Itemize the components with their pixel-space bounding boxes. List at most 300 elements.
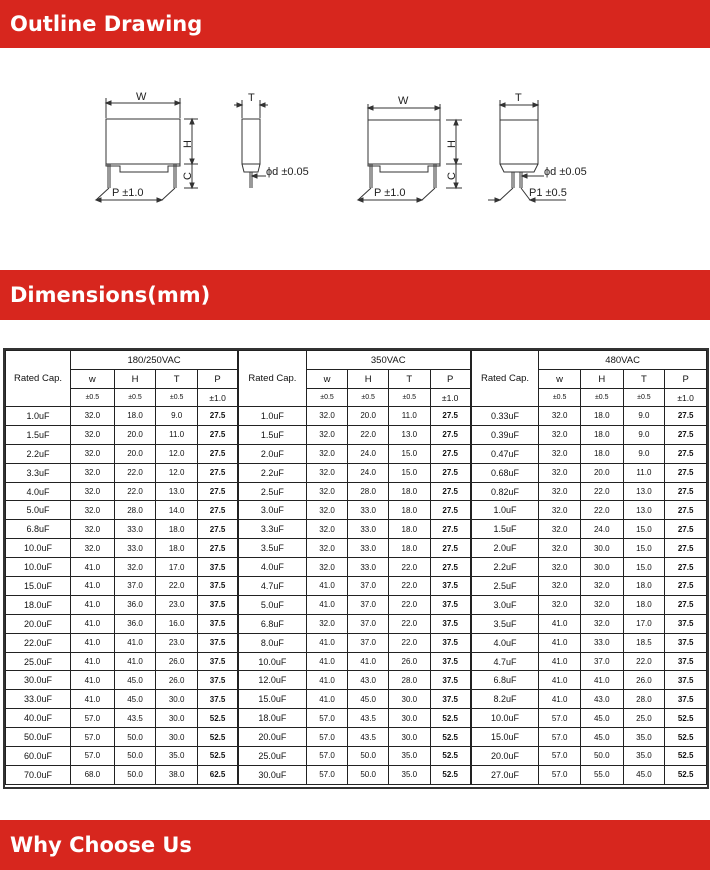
rated-cap-cell: 12.0uF [238, 671, 306, 690]
table-row [6, 577, 707, 596]
w-cell: 32.0 [71, 539, 115, 558]
p-cell: 27.5 [665, 501, 707, 520]
t-cell: 13.0 [156, 482, 198, 501]
column-header: H [580, 370, 623, 389]
tolerance-cell: ±1.0 [430, 389, 471, 407]
w-cell: 32.0 [539, 425, 581, 444]
tolerance-row [6, 389, 707, 407]
t-cell: 35.0 [388, 765, 430, 784]
voltage-group-header: 350VAC [306, 351, 471, 370]
p-cell: 27.5 [430, 520, 471, 539]
rated-cap-cell: 0.68uF [471, 463, 539, 482]
rated-cap-cell: 1.0uF [471, 501, 539, 520]
h-cell: 22.0 [114, 463, 156, 482]
table-row [6, 501, 707, 520]
w-cell: 57.0 [71, 709, 115, 728]
t-cell: 18.0 [156, 520, 198, 539]
p-cell: 27.5 [665, 558, 707, 577]
dim-label-t: T [248, 92, 255, 104]
rated-cap-cell: 15.0uF [471, 728, 539, 747]
w-cell: 57.0 [539, 728, 581, 747]
dim-label-w: W [398, 95, 409, 107]
rated-cap-cell: 10.0uF [238, 652, 306, 671]
t-cell: 45.0 [623, 765, 665, 784]
t-cell: 15.0 [388, 463, 430, 482]
rated-cap-cell: 2.0uF [471, 539, 539, 558]
p-cell: 37.5 [197, 577, 238, 596]
t-cell: 13.0 [623, 501, 665, 520]
h-cell: 32.0 [580, 577, 623, 596]
w-cell: 32.0 [71, 520, 115, 539]
w-cell: 32.0 [306, 520, 348, 539]
p-cell: 37.5 [430, 652, 471, 671]
section-title: Dimensions(mm) [10, 283, 211, 307]
w-cell: 57.0 [539, 747, 581, 766]
p-cell: 37.5 [430, 595, 471, 614]
dimensions-table-frame [3, 348, 709, 789]
section-banner-outline-drawing [0, 0, 710, 48]
rated-cap-cell: 30.0uF [238, 765, 306, 784]
p-cell: 27.5 [197, 425, 238, 444]
h-cell: 22.0 [580, 482, 623, 501]
w-cell: 41.0 [539, 633, 581, 652]
t-cell: 18.0 [388, 520, 430, 539]
t-cell: 30.0 [156, 728, 198, 747]
rated-cap-cell: 0.39uF [471, 425, 539, 444]
table-row [6, 671, 707, 690]
t-cell: 13.0 [388, 425, 430, 444]
rated-cap-cell: 10.0uF [471, 709, 539, 728]
w-cell: 32.0 [71, 463, 115, 482]
column-header: H [348, 370, 389, 389]
tolerance-cell: ±0.5 [539, 389, 581, 407]
h-cell: 30.0 [580, 558, 623, 577]
p-cell: 52.5 [665, 747, 707, 766]
t-cell: 9.0 [623, 407, 665, 426]
rated-cap-cell: 50.0uF [6, 728, 71, 747]
h-cell: 45.0 [348, 690, 389, 709]
t-cell: 30.0 [156, 709, 198, 728]
p-cell: 37.5 [197, 633, 238, 652]
p-cell: 37.5 [197, 671, 238, 690]
w-cell: 32.0 [539, 577, 581, 596]
column-header: T [388, 370, 430, 389]
h-cell: 55.0 [580, 765, 623, 784]
dim-label-pitch-small: P1 ±0.5 [529, 187, 567, 199]
p-cell: 37.5 [665, 671, 707, 690]
rated-cap-cell: 15.0uF [6, 577, 71, 596]
p-cell: 27.5 [197, 407, 238, 426]
p-cell: 37.5 [430, 614, 471, 633]
table-row [6, 765, 707, 784]
h-cell: 33.0 [114, 539, 156, 558]
rated-cap-cell: 4.7uF [238, 577, 306, 596]
dim-label-c: C [182, 172, 194, 180]
dim-label-pitch: P ±1.0 [112, 187, 144, 199]
rated-cap-cell: 4.0uF [471, 633, 539, 652]
w-cell: 41.0 [306, 633, 348, 652]
dim-label-h: H [446, 140, 458, 148]
rated-cap-cell: 60.0uF [6, 747, 71, 766]
h-cell: 50.0 [114, 765, 156, 784]
t-cell: 9.0 [623, 425, 665, 444]
t-cell: 12.0 [156, 463, 198, 482]
h-cell: 33.0 [114, 520, 156, 539]
rated-cap-cell: 6.8uF [6, 520, 71, 539]
rated-cap-cell: 2.2uF [238, 463, 306, 482]
w-cell: 32.0 [71, 425, 115, 444]
tolerance-cell: ±0.5 [388, 389, 430, 407]
table-row [6, 463, 707, 482]
h-cell: 20.0 [114, 425, 156, 444]
p-cell: 27.5 [665, 482, 707, 501]
h-cell: 50.0 [348, 747, 389, 766]
p-cell: 27.5 [197, 482, 238, 501]
capacitor-outline-svg [0, 48, 710, 270]
rated-cap-cell: 2.2uF [6, 444, 71, 463]
h-cell: 20.0 [580, 463, 623, 482]
p-cell: 27.5 [665, 444, 707, 463]
p-cell: 37.5 [197, 690, 238, 709]
t-cell: 22.0 [388, 577, 430, 596]
h-cell: 22.0 [114, 482, 156, 501]
tolerance-cell: ±0.5 [306, 389, 348, 407]
table-row [6, 425, 707, 444]
t-cell: 23.0 [156, 595, 198, 614]
h-cell: 45.0 [580, 709, 623, 728]
t-cell: 22.0 [388, 595, 430, 614]
w-cell: 32.0 [306, 558, 348, 577]
table-row [6, 482, 707, 501]
w-cell: 32.0 [539, 444, 581, 463]
h-cell: 43.5 [348, 728, 389, 747]
p-cell: 27.5 [665, 539, 707, 558]
table-row [6, 747, 707, 766]
rated-cap-cell: 18.0uF [6, 595, 71, 614]
p-cell: 27.5 [430, 501, 471, 520]
w-cell: 32.0 [539, 558, 581, 577]
w-cell: 57.0 [306, 728, 348, 747]
column-header: w [306, 370, 348, 389]
h-cell: 43.0 [348, 671, 389, 690]
w-cell: 41.0 [71, 690, 115, 709]
dim-label-c: C [446, 172, 458, 180]
p-cell: 52.5 [197, 728, 238, 747]
t-cell: 23.0 [156, 633, 198, 652]
h-cell: 43.5 [348, 709, 389, 728]
table-row [6, 539, 707, 558]
p-cell: 52.5 [665, 709, 707, 728]
t-cell: 28.0 [623, 690, 665, 709]
rated-cap-cell: 20.0uF [6, 614, 71, 633]
tolerance-cell: ±1.0 [197, 389, 238, 407]
w-cell: 41.0 [539, 614, 581, 633]
p-cell: 52.5 [197, 747, 238, 766]
w-cell: 32.0 [306, 407, 348, 426]
h-cell: 37.0 [348, 595, 389, 614]
t-cell: 35.0 [156, 747, 198, 766]
t-cell: 16.0 [156, 614, 198, 633]
dim-label-t: T [515, 92, 522, 104]
t-cell: 9.0 [156, 407, 198, 426]
p-cell: 37.5 [665, 690, 707, 709]
rated-cap-cell: 1.5uF [6, 425, 71, 444]
table-row [6, 633, 707, 652]
p-cell: 37.5 [665, 652, 707, 671]
tolerance-cell: ±0.5 [114, 389, 156, 407]
t-cell: 17.0 [156, 558, 198, 577]
rated-cap-cell: 2.5uF [471, 577, 539, 596]
p-cell: 27.5 [197, 539, 238, 558]
rated-cap-cell: 33.0uF [6, 690, 71, 709]
p-cell: 37.5 [430, 633, 471, 652]
w-cell: 41.0 [71, 671, 115, 690]
tolerance-cell: ±0.5 [156, 389, 198, 407]
p-cell: 37.5 [665, 633, 707, 652]
w-cell: 32.0 [71, 407, 115, 426]
t-cell: 13.0 [623, 482, 665, 501]
column-header: w [71, 370, 115, 389]
t-cell: 15.0 [623, 539, 665, 558]
p-cell: 37.5 [197, 595, 238, 614]
t-cell: 22.0 [388, 614, 430, 633]
rated-cap-cell: 3.5uF [238, 539, 306, 558]
table-row [6, 407, 707, 426]
h-cell: 50.0 [348, 765, 389, 784]
p-cell: 27.5 [197, 501, 238, 520]
rated-cap-cell: 3.5uF [471, 614, 539, 633]
p-cell: 27.5 [665, 520, 707, 539]
dim-label-pitch: P ±1.0 [374, 187, 406, 199]
w-cell: 32.0 [306, 539, 348, 558]
dim-label-h: H [182, 140, 194, 148]
rated-cap-cell: 0.82uF [471, 482, 539, 501]
rated-cap-cell: 70.0uF [6, 765, 71, 784]
p-cell: 52.5 [665, 728, 707, 747]
w-cell: 32.0 [539, 595, 581, 614]
h-cell: 50.0 [580, 747, 623, 766]
w-cell: 32.0 [539, 463, 581, 482]
w-cell: 32.0 [306, 425, 348, 444]
t-cell: 11.0 [156, 425, 198, 444]
h-cell: 18.0 [580, 425, 623, 444]
h-cell: 37.0 [114, 577, 156, 596]
h-cell: 33.0 [348, 501, 389, 520]
h-cell: 37.0 [348, 614, 389, 633]
table-row [6, 558, 707, 577]
p-cell: 27.5 [430, 558, 471, 577]
table-row [6, 444, 707, 463]
p-cell: 27.5 [665, 463, 707, 482]
w-cell: 32.0 [71, 501, 115, 520]
w-cell: 57.0 [306, 709, 348, 728]
w-cell: 41.0 [71, 595, 115, 614]
h-cell: 41.0 [348, 652, 389, 671]
p-cell: 27.5 [665, 425, 707, 444]
h-cell: 50.0 [114, 728, 156, 747]
t-cell: 15.0 [623, 520, 665, 539]
t-cell: 30.0 [156, 690, 198, 709]
p-cell: 52.5 [430, 747, 471, 766]
w-cell: 41.0 [71, 633, 115, 652]
dimensions-table-body [6, 351, 707, 785]
w-cell: 32.0 [539, 539, 581, 558]
side-view-1 [234, 92, 309, 188]
p-cell: 52.5 [665, 765, 707, 784]
column-header: w [539, 370, 581, 389]
rated-cap-header: Rated Cap. [238, 351, 306, 407]
t-cell: 11.0 [623, 463, 665, 482]
w-cell: 57.0 [539, 709, 581, 728]
h-cell: 32.0 [580, 595, 623, 614]
column-header: H [114, 370, 156, 389]
tolerance-cell: ±1.0 [665, 389, 707, 407]
rated-cap-cell: 2.5uF [238, 482, 306, 501]
w-cell: 32.0 [539, 407, 581, 426]
rated-cap-cell: 1.0uF [6, 407, 71, 426]
t-cell: 18.0 [388, 501, 430, 520]
t-cell: 18.0 [156, 539, 198, 558]
h-cell: 50.0 [114, 747, 156, 766]
t-cell: 38.0 [156, 765, 198, 784]
h-cell: 20.0 [348, 407, 389, 426]
rated-cap-cell: 2.0uF [238, 444, 306, 463]
section-banner-dimensions [0, 270, 710, 320]
h-cell: 18.0 [580, 407, 623, 426]
p-cell: 27.5 [197, 520, 238, 539]
p-cell: 37.5 [430, 671, 471, 690]
table-row [6, 520, 707, 539]
rated-cap-cell: 1.0uF [238, 407, 306, 426]
w-cell: 41.0 [306, 595, 348, 614]
h-cell: 33.0 [348, 558, 389, 577]
side-view-2 [488, 92, 587, 202]
rated-cap-cell: 20.0uF [238, 728, 306, 747]
rated-cap-cell: 20.0uF [471, 747, 539, 766]
h-cell: 37.0 [348, 577, 389, 596]
h-cell: 45.0 [114, 690, 156, 709]
w-cell: 68.0 [71, 765, 115, 784]
t-cell: 12.0 [156, 444, 198, 463]
tolerance-cell: ±0.5 [580, 389, 623, 407]
h-cell: 37.0 [580, 652, 623, 671]
t-cell: 11.0 [388, 407, 430, 426]
h-cell: 18.0 [580, 444, 623, 463]
w-cell: 41.0 [306, 690, 348, 709]
t-cell: 9.0 [623, 444, 665, 463]
h-cell: 32.0 [580, 614, 623, 633]
outline-drawings [0, 48, 710, 270]
t-cell: 17.0 [623, 614, 665, 633]
p-cell: 27.5 [430, 482, 471, 501]
t-cell: 22.0 [156, 577, 198, 596]
rated-cap-cell: 22.0uF [6, 633, 71, 652]
w-cell: 32.0 [306, 501, 348, 520]
w-cell: 32.0 [306, 444, 348, 463]
p-cell: 37.5 [197, 652, 238, 671]
rated-cap-cell: 0.47uF [471, 444, 539, 463]
voltage-header-row [6, 351, 707, 370]
rated-cap-cell: 15.0uF [238, 690, 306, 709]
t-cell: 18.0 [623, 595, 665, 614]
table-row [6, 690, 707, 709]
h-cell: 24.0 [348, 444, 389, 463]
w-cell: 41.0 [306, 577, 348, 596]
p-cell: 52.5 [430, 709, 471, 728]
rated-cap-cell: 3.3uF [6, 463, 71, 482]
h-cell: 37.0 [348, 633, 389, 652]
t-cell: 28.0 [388, 671, 430, 690]
w-cell: 41.0 [71, 614, 115, 633]
rated-cap-cell: 5.0uF [238, 595, 306, 614]
p-cell: 52.5 [430, 728, 471, 747]
t-cell: 26.0 [388, 652, 430, 671]
rated-cap-cell: 25.0uF [238, 747, 306, 766]
column-header: P [665, 370, 707, 389]
rated-cap-header: Rated Cap. [6, 351, 71, 407]
section-title: Why Choose Us [10, 833, 192, 857]
dim-label-w: W [136, 91, 147, 103]
rated-cap-cell: 18.0uF [238, 709, 306, 728]
p-cell: 27.5 [430, 539, 471, 558]
w-cell: 41.0 [71, 558, 115, 577]
w-cell: 32.0 [71, 444, 115, 463]
voltage-group-header: 180/250VAC [71, 351, 239, 370]
t-cell: 26.0 [623, 671, 665, 690]
h-cell: 32.0 [114, 558, 156, 577]
w-cell: 32.0 [306, 614, 348, 633]
w-cell: 32.0 [539, 501, 581, 520]
h-cell: 22.0 [348, 425, 389, 444]
h-cell: 22.0 [580, 501, 623, 520]
p-cell: 37.5 [197, 558, 238, 577]
column-header: T [156, 370, 198, 389]
rated-cap-cell: 40.0uF [6, 709, 71, 728]
column-header-row [6, 370, 707, 389]
w-cell: 32.0 [306, 463, 348, 482]
rated-cap-cell: 4.7uF [471, 652, 539, 671]
p-cell: 27.5 [430, 407, 471, 426]
t-cell: 35.0 [623, 747, 665, 766]
p-cell: 27.5 [665, 577, 707, 596]
rated-cap-cell: 0.33uF [471, 407, 539, 426]
table-row [6, 728, 707, 747]
rated-cap-cell: 8.0uF [238, 633, 306, 652]
column-header: T [623, 370, 665, 389]
w-cell: 32.0 [71, 482, 115, 501]
h-cell: 43.5 [114, 709, 156, 728]
p-cell: 27.5 [197, 444, 238, 463]
h-cell: 45.0 [114, 671, 156, 690]
t-cell: 15.0 [623, 558, 665, 577]
rated-cap-cell: 27.0uF [471, 765, 539, 784]
w-cell: 41.0 [539, 652, 581, 671]
rated-cap-cell: 6.8uF [238, 614, 306, 633]
dimensions-table [5, 350, 707, 785]
rated-cap-cell: 8.2uF [471, 690, 539, 709]
w-cell: 32.0 [539, 520, 581, 539]
h-cell: 24.0 [348, 463, 389, 482]
w-cell: 41.0 [539, 671, 581, 690]
h-cell: 24.0 [580, 520, 623, 539]
table-row [6, 614, 707, 633]
column-header: P [430, 370, 471, 389]
w-cell: 41.0 [306, 671, 348, 690]
t-cell: 15.0 [388, 444, 430, 463]
table-row [6, 709, 707, 728]
rated-cap-cell: 10.0uF [6, 558, 71, 577]
t-cell: 26.0 [156, 671, 198, 690]
